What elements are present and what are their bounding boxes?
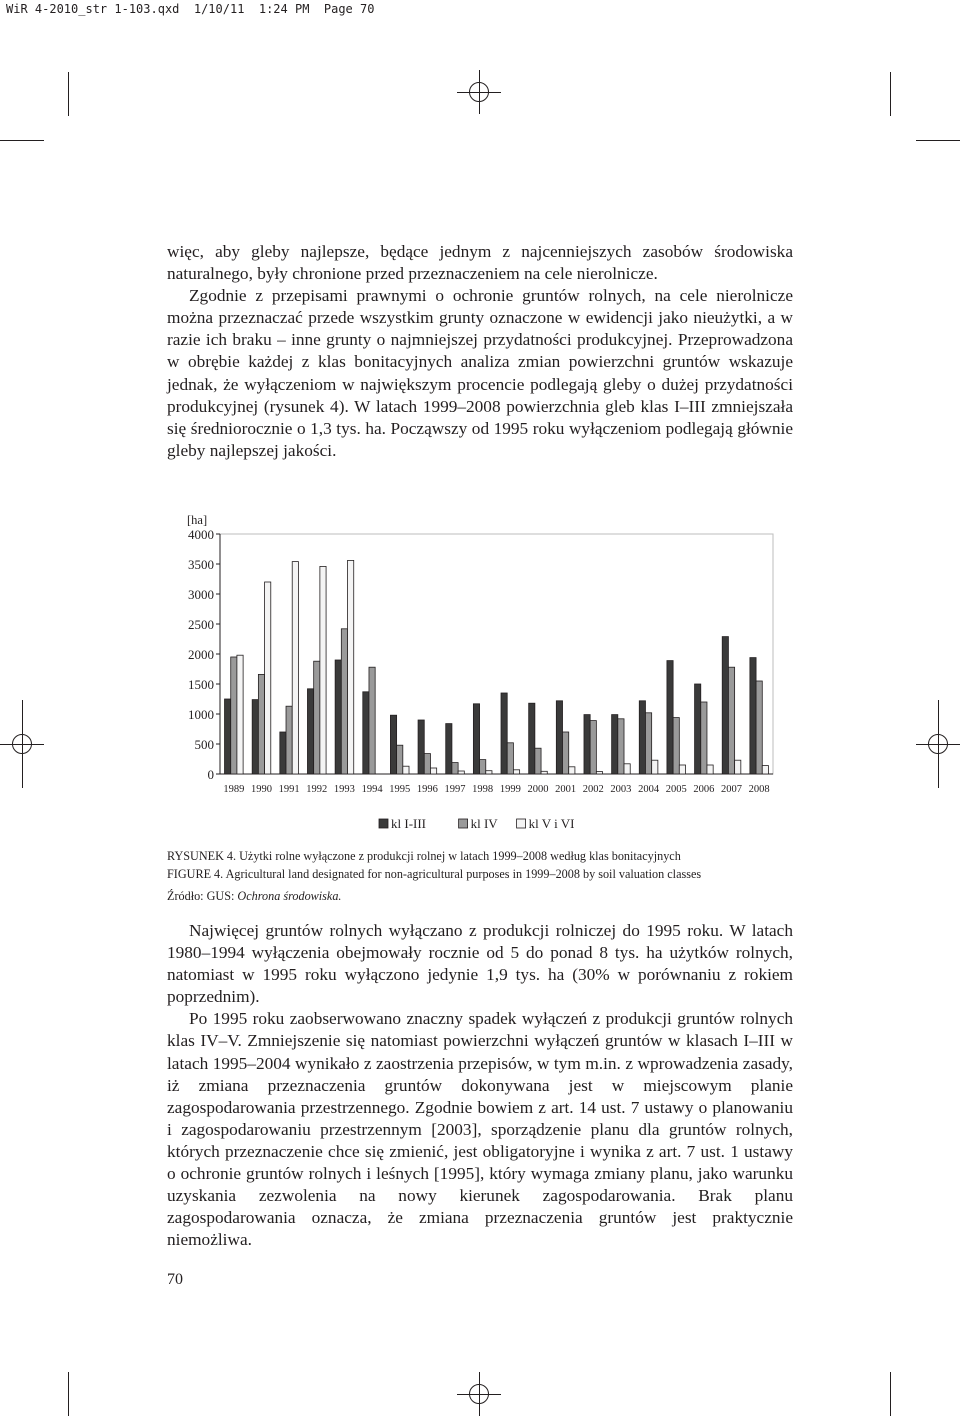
x-tick-label: 1989 [223,784,245,795]
y-tick-label: 0 [207,767,214,782]
bar-kl-i-iii-1991 [280,732,286,774]
bar-kl-i-iii-2005 [667,661,673,774]
chart-legend [379,816,574,831]
bar-kl-iv-2002 [590,721,596,774]
bar-kl-iv-1992 [314,661,320,774]
print-header: WiR 4-2010_str 1-103.qxd 1/10/11 1:24 PM Page 70 [6,2,375,16]
bar-kl-v-i-vi-2005 [679,765,685,774]
figure-caption-en: FIGURE 4. Agricultural land designated for non-agricultural purposes in 1999–2008 by soil valuation classes [167,867,702,881]
x-tick-label: 2006 [693,784,715,795]
y-axis-label: [ha] [187,513,208,527]
bar-kl-v-i-vi-1993 [348,560,354,774]
figure-caption-pl: RYSUNEK 4. Użytki rolne wyłączone z produkcji rolnej w latach 1999–2008 według klas bonitacyjnych [167,849,681,863]
legend-swatch [517,819,526,828]
paragraph: Po 1995 roku zaobserwowano znaczny spadek wyłączeń z produkcji gruntów rolnych klas IV–V. Zmniejszenie się natomiast powierzchni wyłączeń gruntów w klasach I–III w latach 1995–2004 wynikało z zaostrzenia przepisów, w tym m.in. z wprowadzenia zasady, iż zmiana przeznaczenia gruntów dokonywana jest w miejscowym planie zagospodarowania przestrzennego. Zgodnie bowiem z art. 14 ust. 7 ustawy o planowaniu i zagospodarowaniu przestrzennym [2003], sporządzenie planu dla gruntów rolnych, których przeznaczenie chce się zmienić, jest obligatoryjne i wynika z art. 7 ust. 1 ustawy o ochronie gruntów rolnych i leśnych [1995], który wymaga zmiany planu, jako warunku uzyskania zezwolenia na nowy kierunek zagospodarowania. Brak planu zagospodarowania oznacza, że zmiana przeznaczenia gruntów jest praktycznie niemożliwa. [167,1009,793,1250]
legend-label: kl IV [470,816,498,831]
bar-kl-v-i-vi-2000 [541,771,547,774]
bar-kl-v-i-vi-2003 [624,764,630,774]
bar-kl-i-iii-2006 [695,684,701,774]
bar-kl-i-iii-2000 [529,703,535,774]
y-tick-label: 2000 [188,647,214,662]
bar-kl-iv-2006 [701,702,707,774]
y-tick-label: 3000 [188,587,214,602]
bar-kl-v-i-vi-2004 [652,760,658,774]
paragraph: Zgodnie z przepisami prawnymi o ochronie gruntów rolnych, na cele nierolnicze można przeznaczać przede wszystkim grunty oznaczone w ewidencji jako nieużytki, a w razie ich braku – inne grunty o najmniejszej przydatności produkcyjnej. Przeprowadzona w obrębie każdej z klas bonitacyjnych analiza zmian powierzchni gruntów wskazuje jednak, że wyłączeniom w największym procencie podlegają gleby o dużej przydatności produkcyjnej (rysunek 4). W latach 1999–2008 powierzchnia gleb klas I–III zmniejszała się średniorocznie o 1,3 tys. ha. Począwszy od 1995 roku wyłączeniom podlegają głównie gleby najlepszej jakości. [167,286,793,460]
bar-kl-i-iii-2007 [722,637,728,774]
bar-kl-v-i-vi-1997 [458,771,464,774]
body-text-top [167,241,793,462]
legend-swatch [379,819,388,828]
y-tick-label: 3500 [188,557,214,572]
paragraph: Najwięcej gruntów rolnych wyłączano z produkcji rolniczej do 1995 roku. W latach 1980–1994 wyłączenia obejmowały rocznie od 5 do ponad 8 tys. ha użytków rolnych, natomiast w 1995 roku wyłączono jedynie 1,9 tys. ha (30% w porównaniu z rokiem poprzednim). [167,921,793,1007]
bar-kl-iv-1998 [480,760,486,774]
bar-kl-iv-1995 [397,745,403,774]
x-tick-label: 1996 [416,784,438,795]
bar-kl-iv-1993 [341,629,347,774]
source-label: Źródło: GUS: [167,889,238,903]
bar-kl-v-i-vi-1991 [292,562,298,774]
bar-kl-iv-2001 [563,732,569,774]
y-tick-label: 2500 [188,617,214,632]
x-tick-label: 1995 [389,784,411,795]
bar-kl-i-iii-1996 [418,720,424,774]
x-tick-label: 2001 [555,784,577,795]
bar-kl-iv-2005 [673,718,679,774]
bar-kl-iv-2008 [756,681,762,774]
bar-kl-i-iii-1990 [252,700,258,774]
legend-swatch [459,819,468,828]
bar-kl-v-i-vi-2002 [596,772,602,774]
x-tick-label: 1991 [278,784,300,795]
bar-kl-v-i-vi-1995 [403,766,409,774]
bar-kl-iv-1991 [286,706,292,774]
x-tick-label: 2000 [527,784,549,795]
bar-kl-iv-1999 [507,743,513,774]
bar-kl-i-iii-2003 [612,715,618,774]
body-text-bottom [167,920,793,1251]
bar-kl-iv-1997 [452,763,458,774]
bar-kl-i-iii-1989 [225,699,231,774]
bar-kl-v-i-vi-1999 [513,770,519,774]
legend-label: kl I-III [391,816,427,831]
x-tick-label: 2008 [748,784,770,795]
bar-kl-i-iii-1994 [363,692,369,774]
bar-kl-v-i-vi-2008 [762,766,768,774]
bar-kl-v-i-vi-1990 [265,582,271,774]
bar-kl-i-iii-2004 [639,701,645,774]
bar-kl-i-iii-2002 [584,715,590,774]
x-tick-label: 1993 [333,784,355,795]
bar-kl-v-i-vi-2001 [569,767,575,774]
bar-kl-v-i-vi-2007 [735,760,741,774]
bar-kl-iv-2000 [535,748,541,774]
x-tick-label: 2002 [582,784,604,795]
x-tick-label: 1998 [472,784,494,795]
x-tick-label: 2004 [638,784,660,795]
bar-kl-i-iii-1998 [473,704,479,774]
x-tick-label: 1994 [361,784,383,795]
bar-kl-v-i-vi-1992 [320,566,326,774]
bar-chart [167,506,787,838]
bar-kl-v-i-vi-1998 [486,771,492,774]
y-tick-label: 4000 [188,527,214,542]
paragraph: więc, aby gleby najlepsze, będące jednym z najcenniejszych zasobów środowiska naturalnego, były chronione przed przeznaczeniem na cele nierolnicze. [167,242,793,284]
bar-kl-i-iii-1997 [446,724,452,774]
bar-kl-v-i-vi-2006 [707,765,713,774]
y-tick-label: 1500 [188,677,214,692]
plot-area [220,534,773,774]
x-tick-label: 1992 [306,784,328,795]
x-tick-label: 1990 [250,784,272,795]
bar-kl-i-iii-2008 [750,658,756,774]
bar-kl-i-iii-1993 [335,660,341,774]
bar-kl-iv-2003 [618,719,624,774]
figure-source [167,888,807,904]
bar-kl-iv-1990 [258,674,264,774]
x-tick-label: 1999 [499,784,521,795]
source-title: Ochrona środowiska. [237,889,342,903]
bar-kl-iv-1994 [369,667,375,774]
bar-kl-iv-2007 [728,667,734,774]
bar-kl-i-iii-1999 [501,693,507,774]
x-tick-label: 2003 [610,784,632,795]
bar-kl-iv-1996 [424,754,430,774]
x-tick-label: 1997 [444,784,466,795]
bar-kl-v-i-vi-1996 [430,768,436,774]
bar-kl-v-i-vi-1989 [237,655,243,774]
bar-kl-i-iii-1995 [390,715,396,774]
x-tick-label: 2005 [665,784,687,795]
bar-kl-iv-1989 [231,657,237,774]
bar-kl-i-iii-2001 [556,701,562,774]
bar-kl-iv-2004 [645,713,651,774]
x-tick-label: 2007 [721,784,743,795]
bar-kl-i-iii-1992 [307,689,313,774]
y-tick-label: 500 [194,737,214,752]
y-tick-label: 1000 [188,707,214,722]
legend-label: kl V i VI [528,816,575,831]
page-number: 70 [167,1271,183,1288]
